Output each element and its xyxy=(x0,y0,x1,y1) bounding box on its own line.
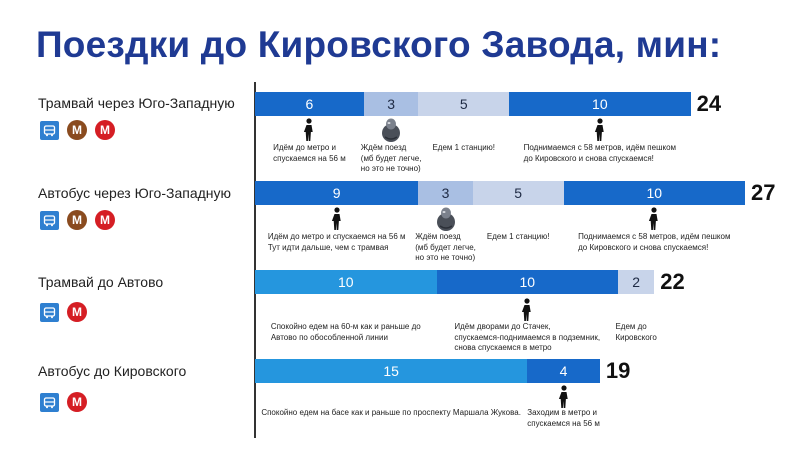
metro-red-icon: М xyxy=(67,392,87,412)
metro-red-icon: М xyxy=(95,120,115,140)
bar-segment: 6 xyxy=(255,92,364,116)
metro-brown-icon: М xyxy=(459,124,468,136)
bar-segment: 4 xyxy=(527,359,600,383)
bar-segment: 10 xyxy=(509,92,691,116)
segment-note: Ждём поезд (мб будет легче, но это не точно) xyxy=(415,232,476,262)
segment-note: Ждём поезд (мб будет легче, но это не точно) xyxy=(360,143,422,173)
tram-icon xyxy=(338,302,355,319)
route-transport-icons xyxy=(40,302,87,322)
segment-note: Едем 1 станцию! xyxy=(486,232,550,241)
bar-segment: 10 xyxy=(437,270,619,294)
segment-note: Едем 1 станцию! xyxy=(432,143,495,152)
segment-note: Едем до Кировского xyxy=(615,322,657,342)
metro-red-icon: М xyxy=(631,304,641,316)
segment-note: Идём до метро и спускаемся на 56 м Тут идти дальше, чем с трамвая xyxy=(267,232,406,252)
segment-note: Поднимаемся с 58 метров, идём пешком до Кировского и снова спускаемся! xyxy=(578,232,731,252)
route-label: Автобус до Кировского xyxy=(38,363,187,379)
bus-icon xyxy=(40,211,59,230)
metro-brown-icon: М xyxy=(514,213,523,225)
route-total: 22 xyxy=(660,269,685,294)
segment-note: Поднимаемся с 58 метров, идём пешком до Кировского и снова спускаемся! xyxy=(523,143,677,163)
segment-note: Идём дворами до Стачек, спускаемся-поднимаемся в подземник, снова спускаемся в метро xyxy=(454,322,601,352)
route-total: 19 xyxy=(605,358,631,383)
route-label: Трамвай до Автово xyxy=(38,274,164,290)
segment-note: Спокойно едем на басе как и раньше по проспекту Маршала Жукова. xyxy=(261,408,521,417)
route-label: Трамвай через Юго-Западную xyxy=(38,95,235,111)
chart-title: Поездки до Кировского Завода, мин: xyxy=(36,24,722,65)
metro-brown-icon: М xyxy=(67,210,87,230)
bar-segment: 3 xyxy=(364,92,418,116)
route-total: 27 xyxy=(751,180,776,205)
bar-segment: 3 xyxy=(418,181,472,205)
axis-line xyxy=(254,82,256,438)
metro-brown-icon: М xyxy=(67,120,87,140)
bar-segment: 5 xyxy=(418,92,509,116)
bar-segment: 5 xyxy=(473,181,564,205)
route-transport-icons xyxy=(40,392,87,412)
bar-segment: 15 xyxy=(255,359,527,383)
route-transport-icons xyxy=(40,120,115,140)
bus-icon xyxy=(383,389,400,406)
bar-segment: 2 xyxy=(618,270,654,294)
tram-icon xyxy=(40,121,59,140)
metro-red-icon: М xyxy=(95,210,115,230)
route-label: Автобус через Юго-Западную xyxy=(38,185,232,201)
bar-segment: 9 xyxy=(255,181,418,205)
bus-icon xyxy=(40,393,59,412)
bar-segment: 10 xyxy=(255,270,437,294)
segment-note: Заходим в метро и спускаемся на 56 м xyxy=(527,408,600,428)
bar-segment: 10 xyxy=(564,181,746,205)
metro-red-icon: М xyxy=(67,302,87,322)
tram-icon xyxy=(40,303,59,322)
route-total: 24 xyxy=(696,91,722,116)
route-transport-icons xyxy=(40,210,115,230)
segment-note: Идём до метро и спускаемся на 56 м xyxy=(273,143,346,163)
segment-note: Спокойно едем на 60-м как и раньше до Автово по обособленной линии xyxy=(270,322,421,342)
